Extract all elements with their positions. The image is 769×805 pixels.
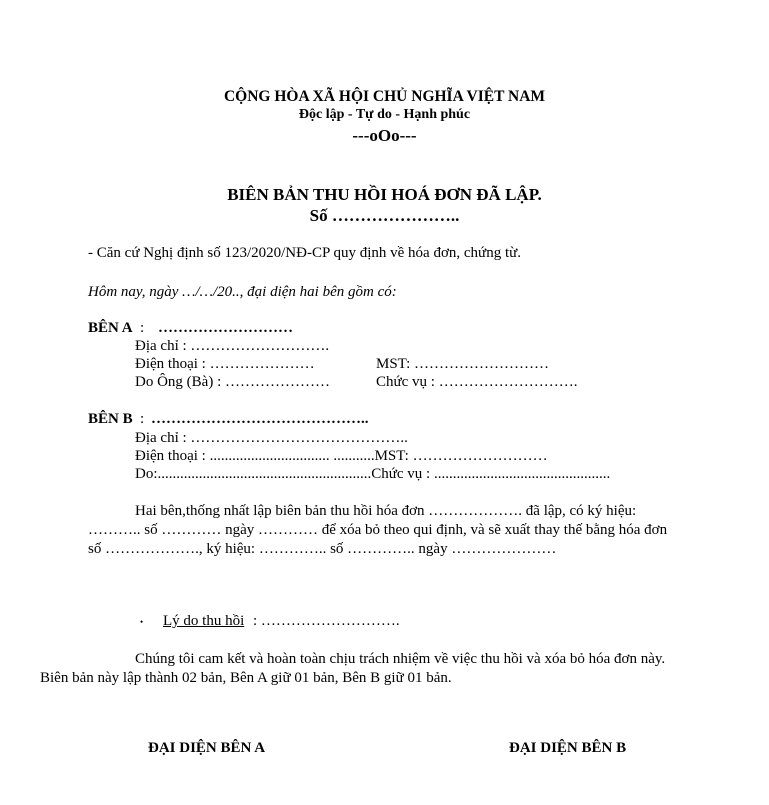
reason-value: : ………………………. (253, 613, 400, 629)
legal-basis: - Căn cứ Nghị định số 123/2020/NĐ-CP quy định về hóa đơn, chứng từ. (88, 245, 521, 261)
party-b-label: BÊN B (88, 411, 133, 427)
party-b-representative: Do:.........................................................Chức vụ : ............................................... (135, 466, 611, 482)
agreement-line-1: Hai bên,thống nhất lập biên bản thu hồi hóa đơn ………………. đã lập, có ký hiệu: (135, 503, 637, 519)
bullet-icon: • (140, 617, 144, 627)
party-b-phone-tax: Điện thoại : ................................ ...........MST: ……………………… (135, 448, 548, 464)
commitment-line-1: Chúng tôi cam kết và hoàn toàn chịu trách nhiệm về việc thu hồi và xóa bỏ hóa đơn này. (135, 651, 666, 667)
party-b-colon: : (140, 411, 145, 427)
intro-line: Hôm nay, ngày …/…/20.., đại diện hai bên gồm có: (88, 284, 397, 300)
commitment-line-2: Biên bản này lập thành 02 bản, Bên A giữ 01 bản, Bên B giữ 01 bản. (40, 670, 452, 686)
motto: Độc lập - Tự do - Hạnh phúc (298, 107, 471, 122)
party-a-label: BÊN A (88, 320, 133, 336)
party-b-name: …………………………………….. (151, 411, 369, 427)
party-a-tax-code: MST: ……………………… (376, 356, 550, 372)
signature-party-a: ĐẠI DIỆN BÊN A (148, 740, 266, 756)
party-a-phone: Điện thoại : ………………… (135, 356, 315, 372)
party-a-position: Chức vụ : ………………………. (376, 374, 578, 390)
agreement-line-2: ……….. số ………… ngày ………… để xóa bỏ theo qui định, và sẽ xuất thay thế bằng hóa đơn (88, 522, 668, 538)
document-number: Số ………………….. (309, 206, 460, 225)
nation-heading: CỘNG HÒA XÃ HỘI CHỦ NGHĨA VIỆT NAM (223, 88, 546, 105)
reason-label: Lý do thu hồi (163, 613, 245, 629)
party-a-colon: : (140, 320, 145, 336)
party-a-representative: Do Ông (Bà) : ………………… (135, 374, 330, 390)
signature-party-b: ĐẠI DIỆN BÊN B (509, 740, 627, 756)
ornament: ---oOo--- (352, 126, 417, 145)
party-a-name: ……………………… (158, 320, 293, 336)
agreement-line-3: số ………………., ký hiệu: ………….. số ………….. ngày ………………… (88, 541, 557, 557)
party-a-address: Địa chỉ : ………………………. (135, 338, 330, 354)
document-title: BIÊN BẢN THU HỒI HOÁ ĐƠN ĐÃ LẬP. (227, 185, 542, 204)
party-b-address: Địa chỉ : …………………………………….. (135, 430, 408, 446)
